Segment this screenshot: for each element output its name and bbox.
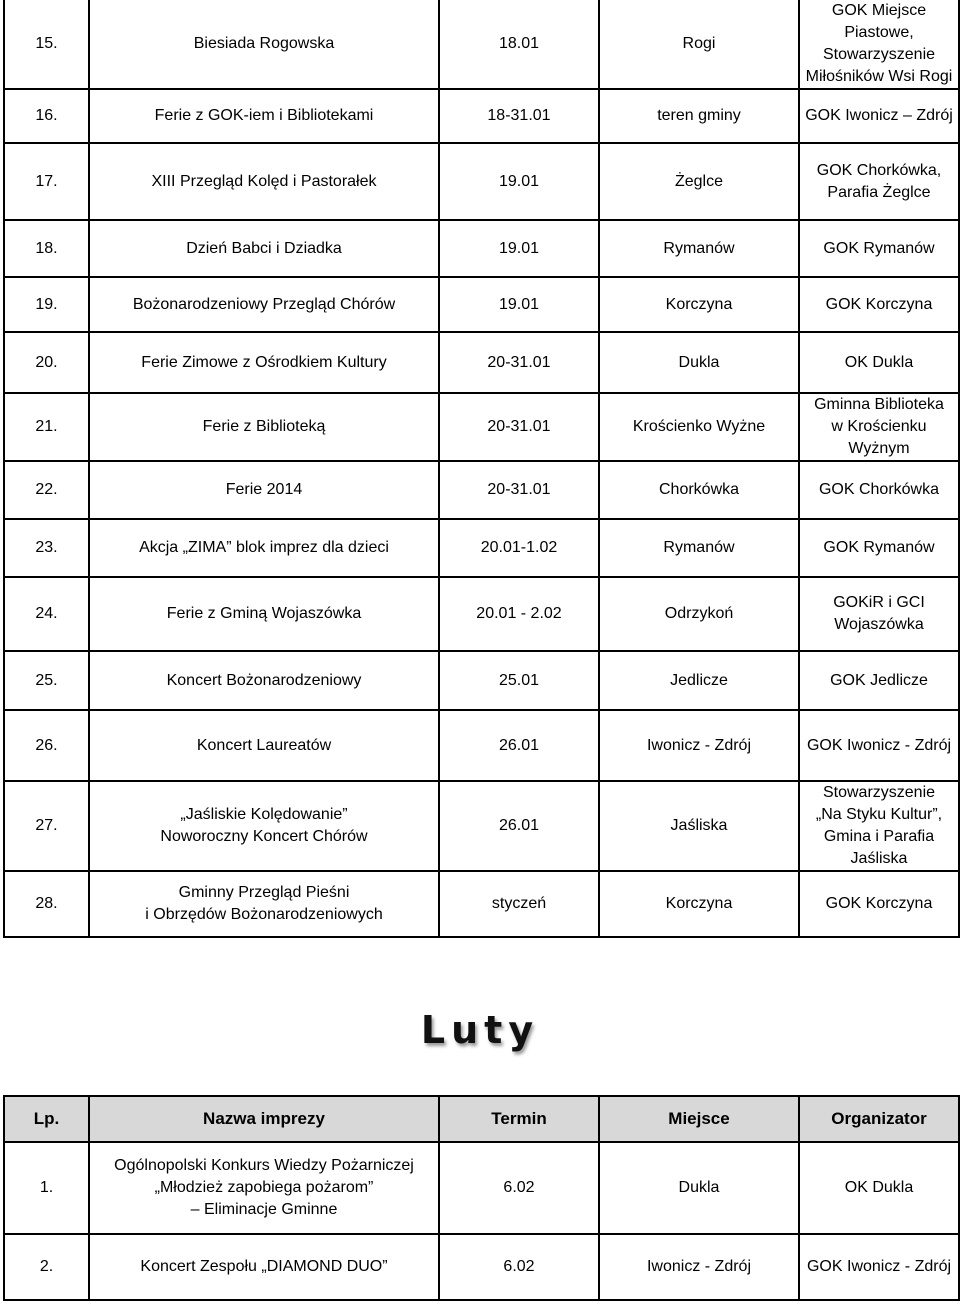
event-name: Koncert Zespołu „DIAMOND DUO” [89, 1234, 439, 1300]
event-organizer: GOK Korczyna [799, 871, 959, 937]
event-place: Rymanów [599, 220, 799, 277]
event-date: 6.02 [439, 1142, 599, 1234]
event-date: 25.01 [439, 651, 599, 710]
event-place: Dukla [599, 332, 799, 393]
table-row [4, 393, 959, 461]
event-place: Iwonicz - Zdrój [599, 710, 799, 781]
header-lp: Lp. [4, 1096, 89, 1142]
table-row [4, 710, 959, 781]
event-place: Rymanów [599, 519, 799, 577]
event-organizer: GOK Miejsce Piastowe, Stowarzyszenie Miłośników Wsi Rogi [799, 0, 959, 89]
event-organizer: OK Dukla [799, 1142, 959, 1234]
event-place: Krościenko Wyżne [599, 393, 799, 461]
event-date: 18-31.01 [439, 89, 599, 143]
row-number: 19. [4, 277, 89, 332]
event-organizer: GOK Chorkówka [799, 461, 959, 519]
event-organizer: OK Dukla [799, 332, 959, 393]
table-row [4, 1142, 959, 1234]
january-events-table [3, 0, 960, 938]
table-row [4, 651, 959, 710]
event-place: Iwonicz - Zdrój [599, 1234, 799, 1300]
event-organizer: GOK Jedlicze [799, 651, 959, 710]
table-row [4, 871, 959, 937]
event-date: 26.01 [439, 781, 599, 871]
event-name: Bożonarodzeniowy Przegląd Chórów [89, 277, 439, 332]
event-date: 20-31.01 [439, 461, 599, 519]
table-row [4, 519, 959, 577]
event-organizer: GOK Iwonicz – Zdrój [799, 89, 959, 143]
row-number: 25. [4, 651, 89, 710]
header-name: Nazwa imprezy [89, 1096, 439, 1142]
event-organizer: GOK Iwonicz - Zdrój [799, 710, 959, 781]
table-row [4, 143, 959, 220]
event-name: Koncert Laureatów [89, 710, 439, 781]
table-row [4, 781, 959, 871]
event-date: 19.01 [439, 277, 599, 332]
event-date: 18.01 [439, 0, 599, 89]
table-row [4, 577, 959, 651]
row-number: 24. [4, 577, 89, 651]
table-row [4, 0, 959, 89]
event-place: Żeglce [599, 143, 799, 220]
event-date: 20.01 - 2.02 [439, 577, 599, 651]
table-row [4, 277, 959, 332]
header-place: Miejsce [599, 1096, 799, 1142]
table-row [4, 461, 959, 519]
event-name: Koncert Bożonarodzeniowy [89, 651, 439, 710]
row-number: 1. [4, 1142, 89, 1234]
row-number: 2. [4, 1234, 89, 1300]
event-date: styczeń [439, 871, 599, 937]
event-place: Chorkówka [599, 461, 799, 519]
event-date: 19.01 [439, 143, 599, 220]
event-name: Ferie z Gminą Wojaszówka [89, 577, 439, 651]
event-organizer: GOK Korczyna [799, 277, 959, 332]
row-number: 28. [4, 871, 89, 937]
event-place: Jaśliska [599, 781, 799, 871]
table-row [4, 1234, 959, 1300]
event-name: Dzień Babci i Dziadka [89, 220, 439, 277]
event-name: Ferie z Biblioteką [89, 393, 439, 461]
row-number: 27. [4, 781, 89, 871]
event-date: 20-31.01 [439, 393, 599, 461]
month-heading: Luty [420, 1008, 540, 1052]
event-place: Odrzykoń [599, 577, 799, 651]
row-number: 20. [4, 332, 89, 393]
header-organizer: Organizator [799, 1096, 959, 1142]
event-date: 20.01-1.02 [439, 519, 599, 577]
event-name: Ferie z GOK-iem i Bibliotekami [89, 89, 439, 143]
row-number: 23. [4, 519, 89, 577]
event-organizer: GOK Chorkówka, Parafia Żeglce [799, 143, 959, 220]
event-organizer: GOKiR i GCI Wojaszówka [799, 577, 959, 651]
event-organizer: Gminna Biblioteka w Krościenku Wyżnym [799, 393, 959, 461]
event-date: 26.01 [439, 710, 599, 781]
table-row [4, 332, 959, 393]
event-name: XIII Przegląd Kolęd i Pastorałek [89, 143, 439, 220]
event-organizer: GOK Rymanów [799, 519, 959, 577]
table-header-row [4, 1096, 959, 1142]
event-place: Rogi [599, 0, 799, 89]
february-events-table [3, 1095, 960, 1301]
row-number: 16. [4, 89, 89, 143]
event-name: Akcja „ZIMA” blok imprez dla dzieci [89, 519, 439, 577]
event-date: 20-31.01 [439, 332, 599, 393]
event-place: Korczyna [599, 277, 799, 332]
table-row [4, 220, 959, 277]
event-organizer: GOK Rymanów [799, 220, 959, 277]
event-name: Ferie Zimowe z Ośrodkiem Kultury [89, 332, 439, 393]
event-organizer: Stowarzyszenie „Na Styku Kultur”, Gmina i Parafia Jaśliska [799, 781, 959, 871]
row-number: 17. [4, 143, 89, 220]
row-number: 18. [4, 220, 89, 277]
row-number: 15. [4, 0, 89, 89]
event-place: Jedlicze [599, 651, 799, 710]
event-place: Dukla [599, 1142, 799, 1234]
table-row [4, 89, 959, 143]
event-name: Ferie 2014 [89, 461, 439, 519]
event-place: teren gminy [599, 89, 799, 143]
event-name: „Jaśliskie Kolędowanie” Noworoczny Koncert Chórów [89, 781, 439, 871]
event-place: Korczyna [599, 871, 799, 937]
row-number: 21. [4, 393, 89, 461]
event-date: 6.02 [439, 1234, 599, 1300]
row-number: 22. [4, 461, 89, 519]
header-date: Termin [439, 1096, 599, 1142]
event-name: Gminny Przegląd Pieśni i Obrzędów Bożonarodzeniowych [89, 871, 439, 937]
event-name: Ogólnopolski Konkurs Wiedzy Pożarniczej „Młodzież zapobiega pożarom” – Eliminacje Gminne [89, 1142, 439, 1234]
row-number: 26. [4, 710, 89, 781]
event-organizer: GOK Iwonicz - Zdrój [799, 1234, 959, 1300]
event-date: 19.01 [439, 220, 599, 277]
event-name: Biesiada Rogowska [89, 0, 439, 89]
